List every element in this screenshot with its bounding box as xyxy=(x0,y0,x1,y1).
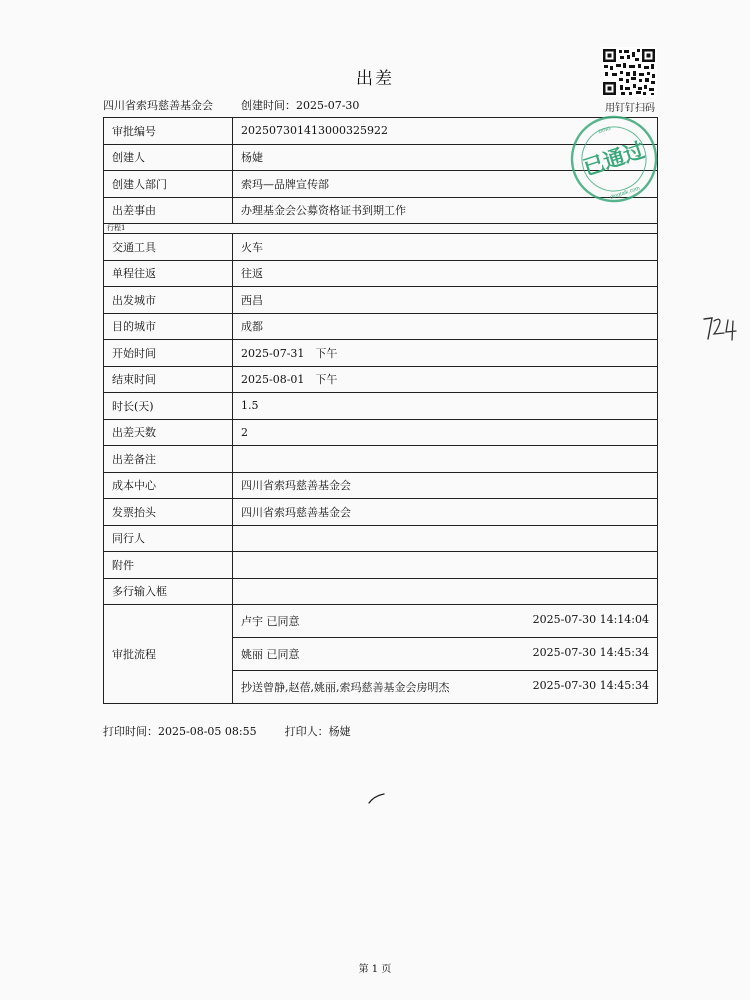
field-label: 多行输入框 xyxy=(104,578,233,605)
field-value: 杨婕 xyxy=(233,144,658,171)
approved-stamp-icon xyxy=(568,113,660,205)
field-label: 开始时间 xyxy=(104,340,233,367)
table-row xyxy=(104,260,658,287)
table-row xyxy=(104,287,658,314)
table-row xyxy=(104,419,658,446)
approval-step xyxy=(233,605,658,638)
field-label: 出差备注 xyxy=(104,446,233,473)
section-label: 行程1 xyxy=(104,224,658,234)
created-time-value: 2025-07-30 xyxy=(296,99,360,112)
field-value: 办理基金会公募资格证书到期工作 xyxy=(233,197,658,224)
field-value: 1.5 xyxy=(233,393,658,420)
stamp-text: 已通过 xyxy=(580,137,648,181)
printer-value: 杨婕 xyxy=(328,725,351,738)
stamp-ring-bottom: dingtalk.com xyxy=(609,185,641,201)
field-value: 2025-08-01 下午 xyxy=(233,366,658,393)
section-row xyxy=(104,224,658,234)
created-time xyxy=(241,99,359,112)
page-number: 第 1 页 xyxy=(358,964,392,975)
table-row xyxy=(104,340,658,367)
table-row xyxy=(104,499,658,526)
approval-step-time: 2025-07-30 14:45:34 xyxy=(532,646,649,659)
print-time-value: 2025-08-05 08:55 xyxy=(158,725,257,738)
handwritten-note xyxy=(702,312,740,342)
printer-label: 打印人： xyxy=(284,725,329,738)
stamp-ring-top: DING xyxy=(597,125,612,136)
table-row xyxy=(104,552,658,579)
document-title: 出差 xyxy=(356,69,394,89)
field-value: 往返 xyxy=(233,260,658,287)
field-label: 审批编号 xyxy=(104,118,233,145)
organization-name: 四川省索玛慈善基金会 xyxy=(103,99,213,112)
field-value: 索玛—品牌宣传部 xyxy=(233,171,658,198)
field-value: 火车 xyxy=(233,234,658,261)
field-label: 目的城市 xyxy=(104,313,233,340)
qr-caption: 用钉钉扫码 xyxy=(605,103,655,114)
field-label: 出差天数 xyxy=(104,419,233,446)
field-label: 发票抬头 xyxy=(104,499,233,526)
approval-flow-row xyxy=(104,605,658,638)
approval-flow-label: 审批流程 xyxy=(104,605,233,704)
approval-step-text: 姚丽 已同意 xyxy=(241,648,300,661)
created-time-label: 创建时间： xyxy=(241,99,296,112)
table-row xyxy=(104,313,658,340)
qr-code-icon xyxy=(601,47,657,97)
field-value: 四川省索玛慈善基金会 xyxy=(233,472,658,499)
print-time xyxy=(103,725,257,738)
field-label: 出发城市 xyxy=(104,287,233,314)
print-footer xyxy=(103,723,379,739)
field-label: 交通工具 xyxy=(104,234,233,261)
field-label: 结束时间 xyxy=(104,366,233,393)
field-value: 四川省索玛慈善基金会 xyxy=(233,499,658,526)
field-label: 时长(天) xyxy=(104,393,233,420)
field-value: 2025-07-31 下午 xyxy=(233,340,658,367)
approval-step-time: 2025-07-30 14:14:04 xyxy=(532,613,649,626)
table-row xyxy=(104,525,658,552)
approval-form-table xyxy=(103,117,658,704)
field-label: 同行人 xyxy=(104,525,233,552)
print-time-label: 打印时间： xyxy=(103,725,158,738)
field-label: 附件 xyxy=(104,552,233,579)
field-label: 创建人部门 xyxy=(104,171,233,198)
field-value: 成都 xyxy=(233,313,658,340)
field-value xyxy=(233,446,658,473)
field-value xyxy=(233,525,658,552)
table-row xyxy=(104,446,658,473)
table-row xyxy=(104,393,658,420)
approval-step-time: 2025-07-30 14:45:34 xyxy=(532,679,649,692)
table-row xyxy=(104,234,658,261)
field-label: 单程往返 xyxy=(104,260,233,287)
approval-step-text: 抄送曾静,赵蓓,姚丽,索玛慈善基金会房明杰 xyxy=(241,681,450,694)
document-meta xyxy=(103,97,387,113)
field-value xyxy=(233,578,658,605)
table-row xyxy=(104,366,658,393)
field-value xyxy=(233,552,658,579)
field-value: 2 xyxy=(233,419,658,446)
field-label: 成本中心 xyxy=(104,472,233,499)
approval-step xyxy=(233,671,658,704)
approval-step-text: 卢宇 已同意 xyxy=(241,615,300,628)
field-value: 西昌 xyxy=(233,287,658,314)
field-label: 出差事由 xyxy=(104,197,233,224)
table-row xyxy=(104,578,658,605)
table-row xyxy=(104,472,658,499)
pen-mark xyxy=(366,790,388,806)
field-label: 创建人 xyxy=(104,144,233,171)
printer xyxy=(285,725,351,738)
approval-step xyxy=(233,638,658,671)
field-value: 202507301413000325922 xyxy=(233,118,658,145)
